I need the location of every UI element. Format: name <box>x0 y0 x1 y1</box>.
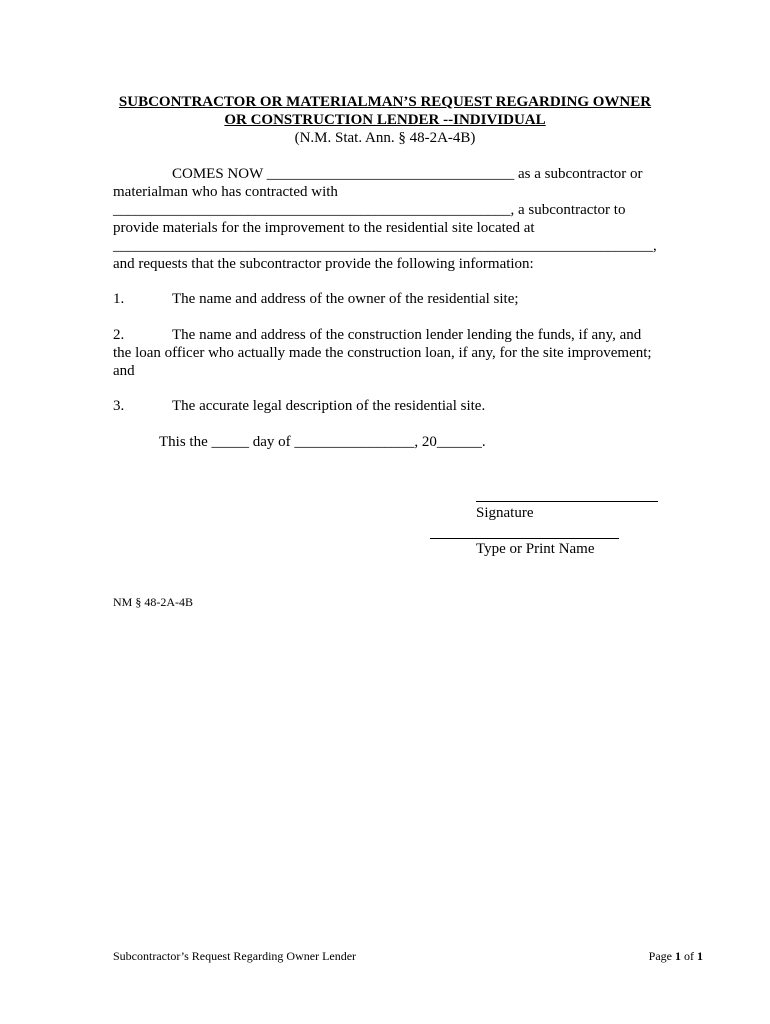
page-of: of <box>681 949 697 963</box>
signature-label: Signature <box>476 505 534 521</box>
signature-line <box>476 501 658 502</box>
body-line-subcontractor-blank: _____________________________________________________, a subcontractor to <box>113 202 626 218</box>
body-line-provide-materials: provide materials for the improvement to the residential site located at <box>113 220 535 236</box>
document-title-line-1: SUBCONTRACTOR OR MATERIALMAN’S REQUEST REGARDING OWNER <box>118 94 652 110</box>
document-title-line-2: OR CONSTRUCTION LENDER --INDIVIDUAL <box>224 112 546 128</box>
page-total: 1 <box>697 949 703 963</box>
footer-document-name: Subcontractor’s Request Regarding Owner Lender <box>113 949 357 963</box>
body-line-comes-now: COMES NOW _________________________________ as a subcontractor or <box>172 166 643 182</box>
item-number-1: 1. <box>113 291 125 307</box>
body-line-requests: and requests that the subcontractor provide the following information: <box>113 256 534 272</box>
print-name-line <box>430 538 619 539</box>
page-prefix: Page <box>648 949 675 963</box>
item-text-2-continued: the loan officer who actually made the construction loan, if any, for the site improvement; <box>113 345 652 361</box>
item-number-3: 3. <box>113 398 125 414</box>
page-current: 1 <box>675 949 681 963</box>
body-line-contracted-with: materialman who has contracted with <box>113 184 338 200</box>
date-line: This the _____ day of ________________, 20______. <box>159 434 486 450</box>
print-name-label: Type or Print Name <box>476 541 595 557</box>
statute-citation: (N.M. Stat. Ann. § 48-2A-4B) <box>294 130 476 146</box>
item-number-2: 2. <box>113 327 125 343</box>
footer-page-number <box>649 949 703 964</box>
item-text-1: The name and address of the owner of the residential site; <box>172 291 519 307</box>
item-text-2-continued-2: and <box>113 363 135 379</box>
item-text-2: The name and address of the construction lender lending the funds, if any, and <box>172 327 642 343</box>
item-text-3: The accurate legal description of the residential site. <box>172 398 486 414</box>
statute-reference: NM § 48-2A-4B <box>113 595 193 609</box>
body-line-site-blank: ________________________________________________________________________, <box>113 238 657 254</box>
